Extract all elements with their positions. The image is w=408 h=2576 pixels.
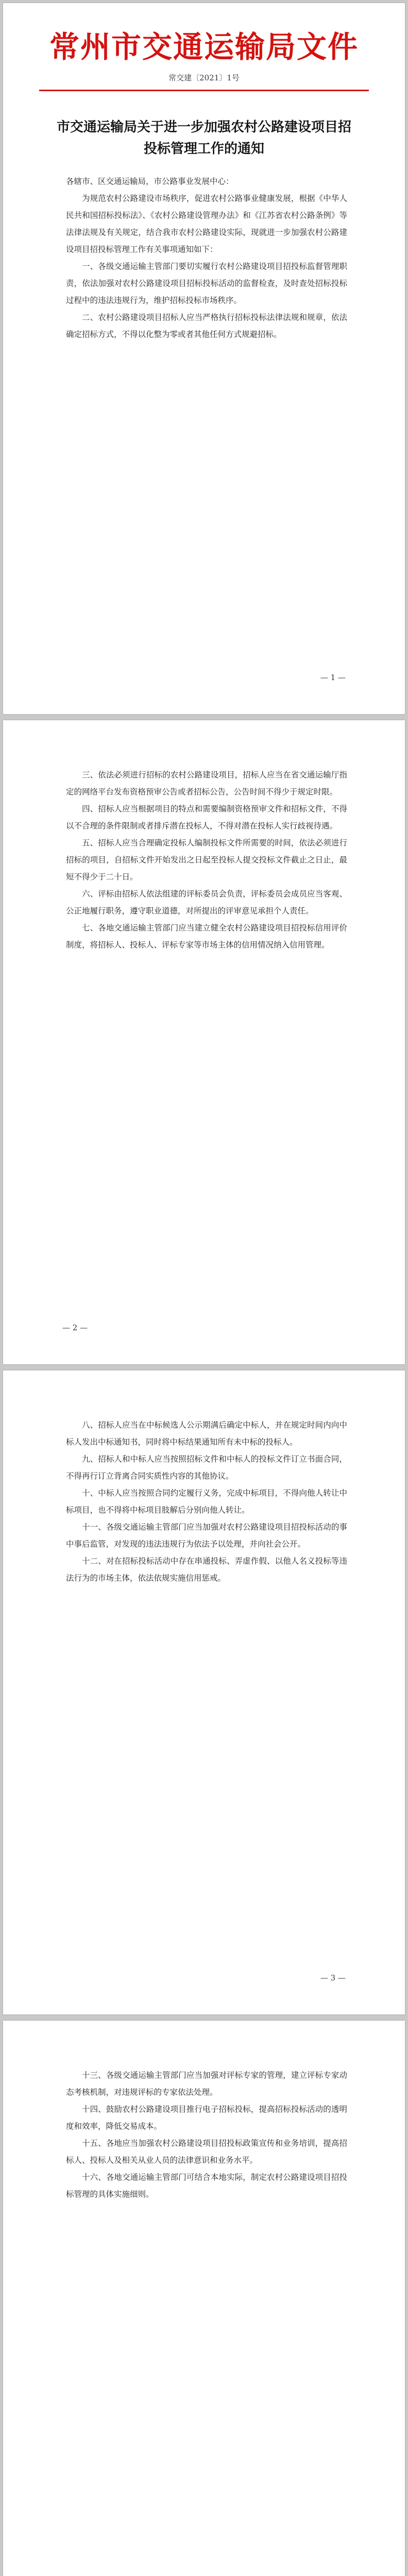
page-number: — 2 — bbox=[62, 1323, 88, 1332]
paragraph: 三、依法必须进行招标的农村公路建设项目，招标人应当在省交通运输厅指定的网络平台发布资格预审公告或者招标公告，公告时间不得少于规定时限。 bbox=[66, 770, 347, 796]
paragraph: 十一、各级交通运输主管部门应当加强对农村公路建设项目招投标活动的事中事后监管，对发现的违法违规行为依法予以处理，并向社会公开。 bbox=[66, 1522, 347, 1549]
salutation: 各辖市、区交通运输局，市公路事业发展中心： bbox=[66, 177, 234, 186]
paragraph: 八、招标人应当在中标候选人公示期满后确定中标人，并在规定时间内向中标人发出中标通知书，同时将中标结果通知所有未中标的投标人。 bbox=[66, 1420, 347, 1447]
document-page-2 bbox=[3, 720, 405, 1364]
document-page-4 bbox=[3, 2021, 405, 2576]
document-header-title: 常州市交通运输局文件 bbox=[49, 29, 359, 64]
paragraph: 二、农村公路建设项目招标人应当严格执行招标投标法律法规和规章，依法确定招标方式，不得以化整为零或者其他任何方式规避招标。 bbox=[66, 313, 347, 339]
paragraph: 四、招标人应当根据项目的特点和需要编制资格预审文件和招标文件，不得以不合理的条件限制或者排斥潜在投标人，不得对潜在投标人实行歧视待遇。 bbox=[66, 804, 347, 831]
paragraph: 一、各级交通运输主管部门要切实履行农村公路建设项目招投标监督管理职责，依法加强对农村公路建设项目招标投标活动的监督检查，及时查处招标投标过程中的违法违规行为，维护招标投标市场秩序。 bbox=[66, 262, 347, 305]
paragraph: 十、中标人应当按照合同约定履行义务，完成中标项目，不得向他人转让中标项目，也不得将中标项目肢解后分别向他人转让。 bbox=[66, 1488, 347, 1515]
document-page-1 bbox=[3, 3, 405, 714]
page4-content bbox=[66, 2067, 347, 2203]
document-page-3 bbox=[3, 1370, 405, 2014]
page1-content bbox=[66, 173, 347, 343]
paragraph: 十四、鼓励农村公路建设项目推行电子招标投标，提高招标投标活动的透明度和效率，降低交易成本。 bbox=[66, 2105, 347, 2131]
paragraph: 六、评标由招标人依法组建的评标委员会负责，评标委员会成员应当客观、公正地履行职务，遵守职业道德，对所提出的评审意见承担个人责任。 bbox=[66, 889, 347, 916]
red-divider bbox=[39, 90, 369, 91]
paragraph: 十三、各级交通运输主管部门应当加强对评标专家的管理，建立评标专家动态考核机制，对违规评标的专家依法处理。 bbox=[66, 2071, 347, 2097]
page3-content bbox=[66, 1417, 347, 1587]
paragraph: 五、招标人应当合理确定投标人编制投标文件所需要的时间，依法必须进行招标的项目，自招标文件开始发出之日起至投标人提交投标文件截止之日止，最短不得少于二十日。 bbox=[66, 838, 347, 882]
page-number: — 1 — bbox=[320, 673, 346, 682]
paragraph: 十二、对在招标投标活动中存在串通投标、弄虚作假、以他人名义投标等违法行为的市场主体，依法依规实施信用惩戒。 bbox=[66, 1556, 347, 1583]
page2-content bbox=[66, 767, 347, 954]
paragraph: 九、招标人和中标人应当按照招标文件和中标人的投标文件订立书面合同，不得再行订立背离合同实质性内容的其他协议。 bbox=[66, 1454, 347, 1481]
notice-title: 市交通运输局关于进一步加强农村公路建设项目招投标管理工作的通知 bbox=[56, 120, 351, 157]
paragraph: 十五、各地应当加强农村公路建设项目招投标政策宣传和业务培训，提高招标人、投标人及相关从业人员的法律意识和业务水平。 bbox=[66, 2139, 347, 2165]
page-number: — 3 — bbox=[320, 1973, 346, 1982]
paragraph: 为规范农村公路建设市场秩序，促进农村公路事业健康发展，根据《中华人民共和国招标投标法》、《农村公路建设管理办法》和《江苏省农村公路条例》等法律法规及有关规定，结合我市农村公路建设实际，现就进一步加强农村公路建设项目招投标管理工作有关事项通知如下： bbox=[66, 194, 347, 254]
document-number: 常交建〔2021〕1号 bbox=[168, 73, 240, 82]
paragraph: 十六、各地交通运输主管部门可结合本地实际，制定农村公路建设项目招投标管理的具体实施细则。 bbox=[66, 2173, 347, 2199]
paragraph: 七、各地交通运输主管部门应当建立健全农村公路建设项目招投标信用评价制度，将招标人、投标人、评标专家等市场主体的信用情况纳入信用管理。 bbox=[66, 923, 347, 950]
